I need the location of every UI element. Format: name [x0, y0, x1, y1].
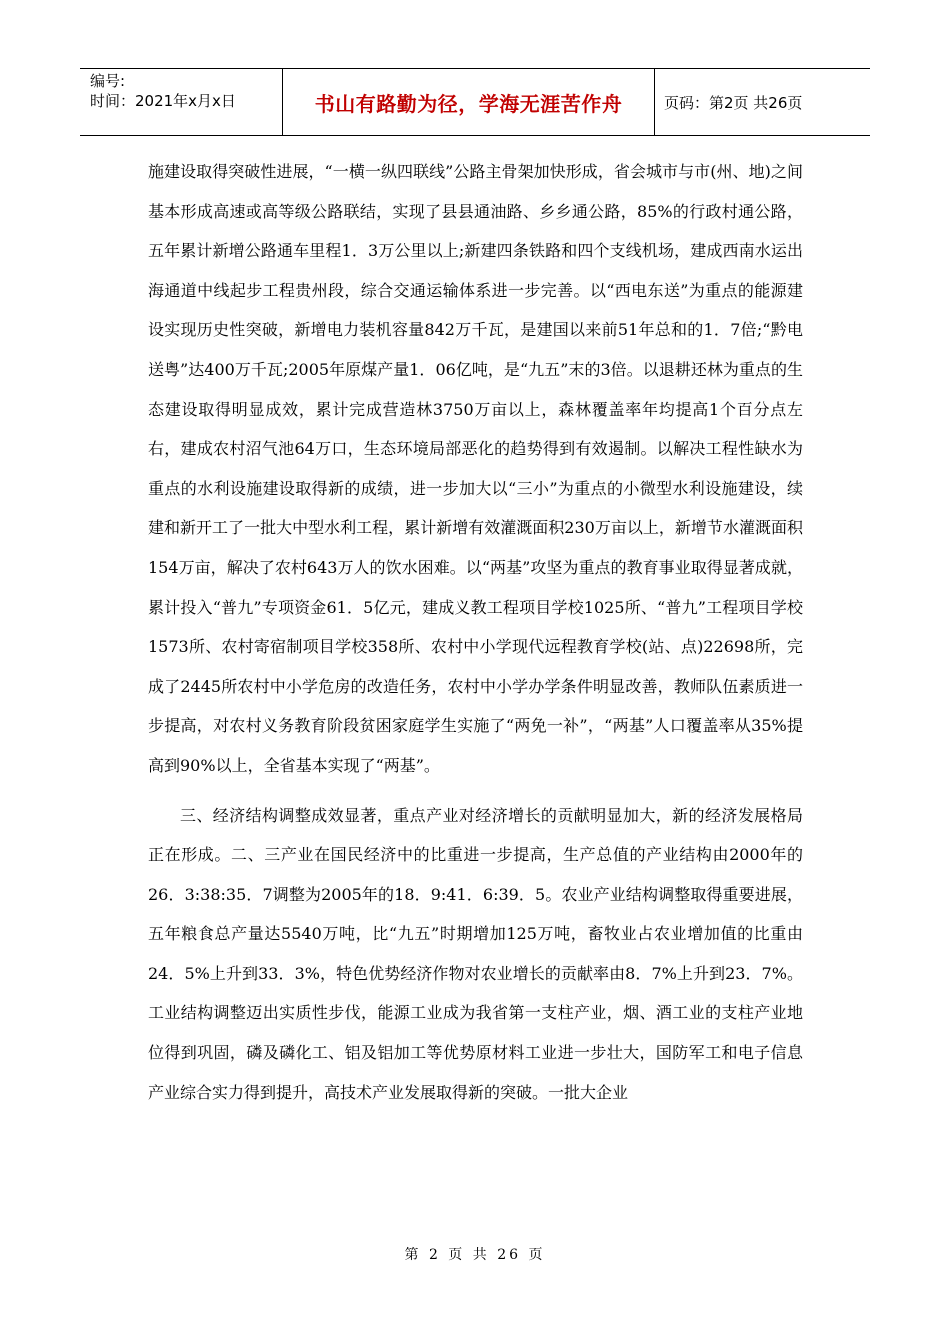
body-paragraph-1: 施建设取得突破性进展，“一横一纵四联线”公路主骨架加快形成，省会城市与市(州、地)之间基本形成高速或高等级公路联结，实现了县县通油路、乡乡通公路，85%的行政村通公路，五年累计新增公路通车里程1．3万公里以上;新建四条铁路和四个支线机场，建成西南水运出海通道中线起步工程贵州段，综合交通运输体系进一步完善。以“西电东送”为重点的能源建设实现历史性突破，新增电力装机容量842万千瓦，是建国以来前51年总和的1．7倍;“黔电送粤”达400万千瓦;2005年原煤产量1．06亿吨，是“九五”末的3倍。以退耕还林为重点的生态建设取得明显成效，累计完成营造林3750万亩以上，森林覆盖率年均提高1个百分点左右，建成农村沼气池64万口，生态环境局部恶化的趋势得到有效遏制。以解决工程性缺水为重点的水利设施建设取得新的成绩，进一步加大以“三小”为重点的小微型水利设施建设，续建和新开工了一批大中型水利工程，累计新增有效灌溉面积230万亩以上，新增节水灌溉面积154万亩，解决了农村643万人的饮水困难。以“两基”攻坚为重点的教育事业取得显著成就，累计投入“普九”专项资金61．5亿元，建成义教工程项目学校1025所、“普九”工程项目学校1573所、农村寄宿制项目学校358所、农村中小学现代远程教育学校(站、点)22698所，完成了2445所农村中小学危房的改造任务，农村中小学办学条件明显改善，教师队伍素质进一步提高，对农村义务教育阶段贫困家庭学生实施了“两免一补”，“两基”人口覆盖率从35%提高到90%以上，全省基本实现了“两基”。 — [148, 162, 803, 775]
header-meta — [80, 69, 283, 135]
document-number-label: 编号: — [90, 72, 126, 90]
page-footer: 第 2 页 共 26 页 — [404, 1247, 546, 1263]
document-time-label: 时间：2021年x月x日 — [90, 92, 236, 110]
page-header — [80, 68, 870, 136]
document-body — [148, 152, 803, 1112]
header-page-info: 页码：第2页 共26页 — [664, 93, 803, 112]
body-paragraph-2: 三、经济结构调整成效显著，重点产业对经济增长的贡献明显加大，新的经济发展格局正在形成。二、三产业在国民经济中的比重进一步提高，生产总值的产业结构由2000年的26．3:38:35．7调整为2005年的18．9:41．6:39．5。农业产业结构调整取得重要进展，五年粮食总产量达5540万吨，比“九五”时期增加125万吨，畜牧业占农业增加值的比重由24．5%上升到33．3%，特色优势经济作物对农业增长的贡献率由8．7%上升到23．7%。工业结构调整迈出实质性步伐，能源工业成为我省第一支柱产业，烟、酒工业的支柱产业地位得到巩固，磷及磷化工、铝及铝加工等优势原材料工业进一步壮大，国防军工和电子信息产业综合实力得到提升，高技术产业发展取得新的突破。一批大企业 — [148, 805, 803, 1102]
header-slogan: 书山有路勤为径，学海无涯苦作舟 — [283, 69, 655, 135]
